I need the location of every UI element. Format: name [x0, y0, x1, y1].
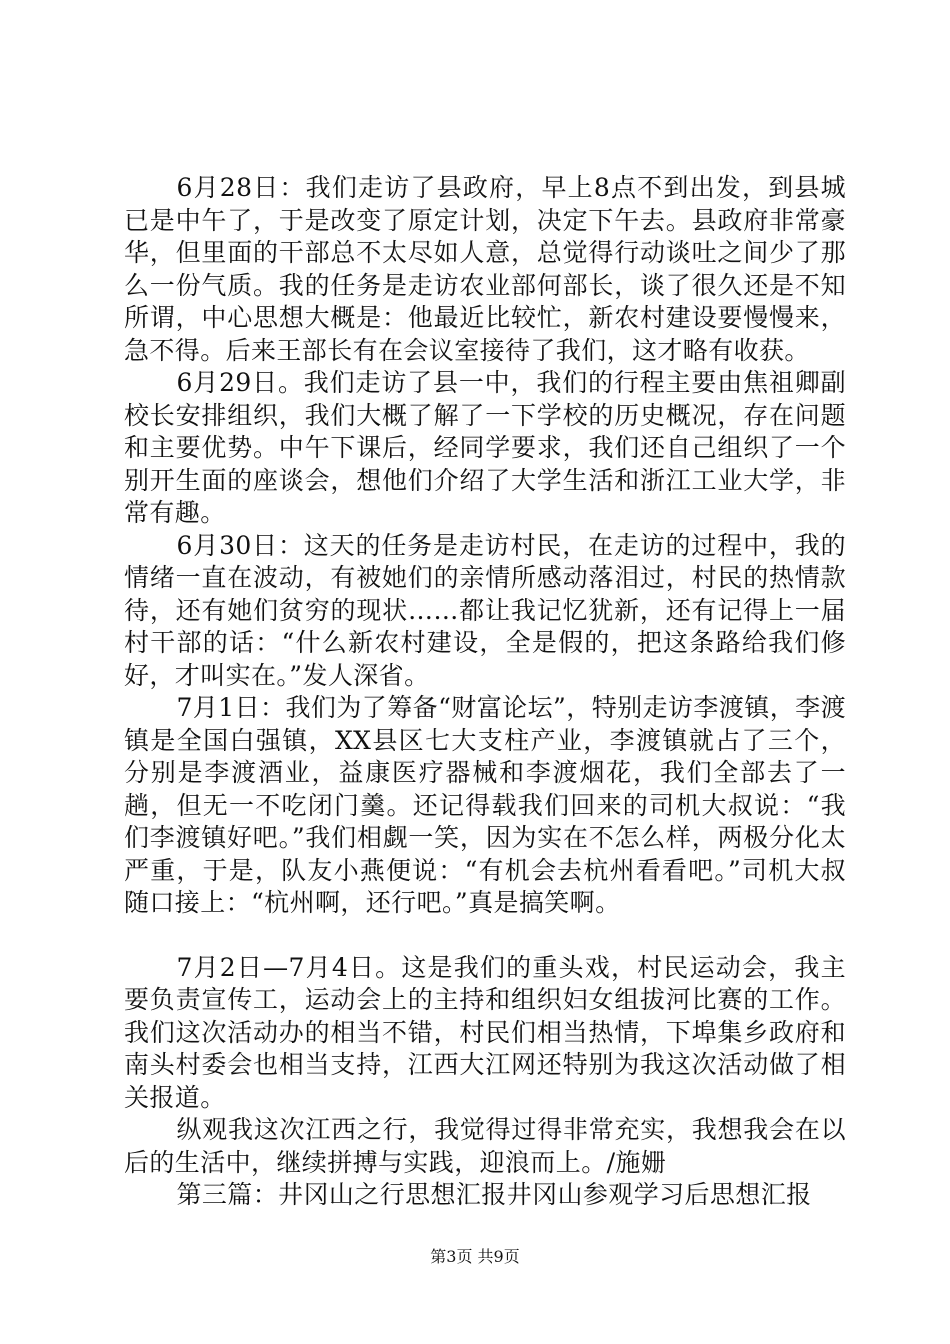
- paragraph-june-28: 6月28日：我们走访了县政府，早上8点不到出发，到县城已是中午了，于是改变了原定计划，决定下午去。县政府非常豪华，但里面的干部总不太尽如人意，总觉得行动谈吐之间少了那么一份气质。我的任务是走访农业部何部长，谈了很久还是不知所谓，中心思想大概是：他最近比较忙，新农村建设要慢慢来，急不得。后来王部长有在会议室接待了我们，这才略有收获。: [124, 173, 846, 365]
- page-number-footer: 第3页 共9页: [430, 1247, 520, 1266]
- paragraph-june-30: 6月30日：这天的任务是走访村民，在走访的过程中，我的情绪一直在波动，有被她们的亲情所感动落泪过，村民的热情款待，还有她们贫穷的现状……都让我记忆犹新，还有记得上一届村干部的话：“什么新农村建设，全是假的，把这条路给我们修好，才叫实在。”发人深省。: [124, 530, 846, 690]
- paragraph-june-29: 6月29日。我们走访了县一中，我们的行程主要由焦祖卿副校长安排组织，我们大概了解了一下学校的历史概况，存在问题和主要优势。中午下课后，经同学要求，我们还自己组织了一个别开生面的座谈会，想他们介绍了大学生活和浙江工业大学，非常有趣。: [124, 368, 846, 527]
- paragraph-july-1: 7月1日：我们为了筹备“财富论坛”，特别走访李渡镇，李渡镇是全国白强镇，XX县区七大支柱产业，李渡镇就占了三个，分别是李渡酒业，益康医疗器械和李渡烟花，我们全部去了一趟，但无一不吃闭门羹。还记得载我们回来的司机大叔说：“我们李渡镇好吧。”我们相觑一笑，因为实在不怎么样，两极分化太严重，于是，队友小燕便说：“有机会去杭州看看吧。”司机大叔随口接上：“杭州啊，还行吧。”真是搞笑啊。: [124, 693, 846, 917]
- paragraph-july-2-4: 7月2日—7月4日。这是我们的重头戏，村民运动会，我主要负责宣传工，运动会上的主持和组织妇女组拔河比赛的工作。我们这次活动办的相当不错，村民们相当热情，下埠集乡政府和南头村委会也相当支持，江西大江网还特别为我这次活动做了相关报道。: [124, 952, 846, 1112]
- paragraph-summary: 纵观我这次江西之行，我觉得过得非常充实，我想我会在以后的生活中，继续拼搏与实践，迎浪而上。/施姗: [124, 1115, 846, 1177]
- document-body: [124, 172, 846, 1212]
- paragraph-section-heading: 第三篇：井冈山之行思想汇报井冈山参观学习后思想汇报: [176, 1180, 812, 1209]
